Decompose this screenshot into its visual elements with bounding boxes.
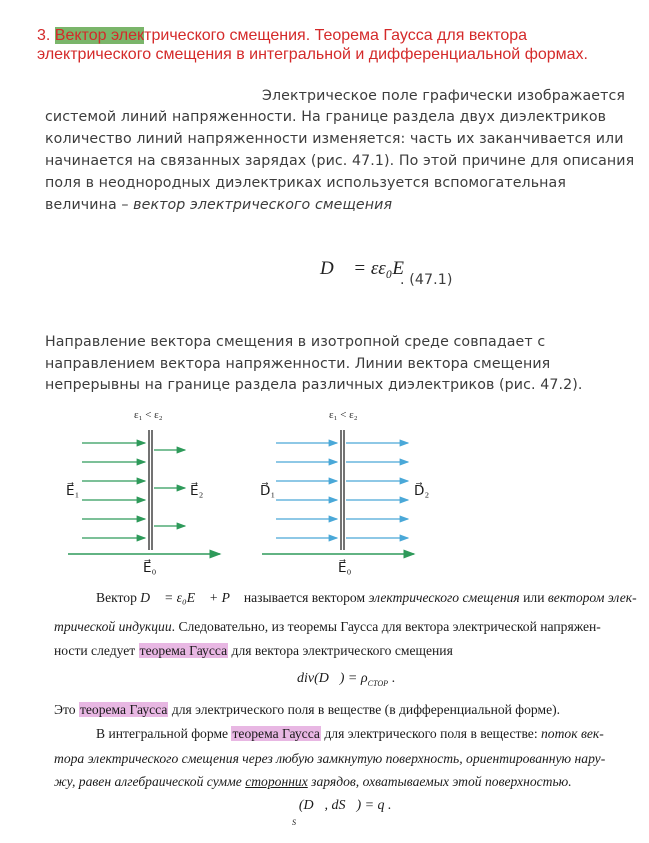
right-diagram (262, 430, 414, 554)
surface-subscript: S (292, 818, 296, 827)
highlighted-text: Вектор элек (54, 27, 145, 44)
paragraph-line: Направление вектора смещения в изотропной среде совпадает с (45, 334, 546, 350)
highlighted-term: теорема Гаусса (79, 702, 168, 717)
permittivity-condition-left: ε₁ < ε₂ (134, 409, 163, 421)
section-number: 3. (37, 27, 51, 44)
book-line: трической индукции. Следовательно, из теоремы Гаусса для вектора электрической напряжен- (54, 619, 601, 634)
book-line: жу, равен алгебраической сумме сторонних зарядов, охватываемых этой поверхностью. (54, 774, 572, 789)
label-e2: E⃗₂ (190, 483, 204, 498)
formula-47-1: D⃗ = εε₀E⃗ (320, 258, 419, 279)
book-line: Вектор D⃗ = ε₀E⃗ + P⃗ называется вектором электрического смещения или вектором элек- (96, 590, 637, 605)
formula-integral: ∯(D⃗, dS⃗) = q . (288, 798, 392, 813)
title-text: трического смещения. Теорема Гаусса для вектора (144, 27, 528, 44)
book-line: тора электрического смещения через любую замкнутую поверхность, ориентированную нару- (54, 751, 606, 766)
italic-term: вектор электрического смещения (133, 197, 393, 213)
label-d1: D⃗₁ (260, 483, 276, 498)
highlighted-term: теорема Гаусса (139, 643, 228, 658)
book-line: Это теорема Гаусса для электрического поля в веществе (в дифференциальной форме). (54, 702, 561, 717)
paragraph-line: Электрическое поле графически изображается (262, 88, 626, 104)
paragraph-line: системой линий напряженности. На границе раздела двух диэлектриков (45, 109, 607, 125)
figure-47-2 (40, 400, 460, 580)
formula-differential: div(D⃗) = $\rho_{СТОР}$ . (297, 671, 396, 688)
permittivity-condition-right: ε₁ < ε₂ (329, 409, 358, 421)
paragraph-line: количество линий напряженности изменяется: часть их заканчивается или (45, 131, 624, 147)
label-e0-left: E⃗₀ (143, 560, 157, 575)
text: величина – (45, 197, 134, 213)
book-line: В интегральной форме теорема Гаусса для электрического поля в веществе: поток век- (96, 726, 604, 741)
formula-d-definition: D⃗ = ε₀E⃗ + P⃗ (140, 590, 241, 605)
label-e0-right: E⃗₀ (338, 560, 352, 575)
book-line: ности следует теорема Гаусса для вектора электрического смещения (54, 643, 453, 658)
highlighted-term: теорема Гаусса (232, 726, 320, 741)
label-d2: D⃗₂ (414, 483, 430, 498)
formula-label: . (47.1) (400, 272, 453, 288)
paragraph-line: начинается на связанных зарядах (рис. 47.1). По этой причине для описания (45, 153, 635, 169)
section-title-line1 (37, 27, 527, 45)
paragraph-line: непрерывны на границе раздела различных диэлектриков (рис. 47.2). (45, 377, 583, 393)
paragraph-line (45, 197, 392, 213)
section-title-line2: электрического смещения в интегральной и дифференциальной формах. (37, 46, 588, 63)
paragraph-line: поля в неоднородных диэлектриках используется вспомогательная (45, 175, 566, 191)
label-e1: E⃗₁ (66, 483, 80, 498)
paragraph-line: направлением вектора напряженности. Линии вектора смещения (45, 356, 551, 372)
